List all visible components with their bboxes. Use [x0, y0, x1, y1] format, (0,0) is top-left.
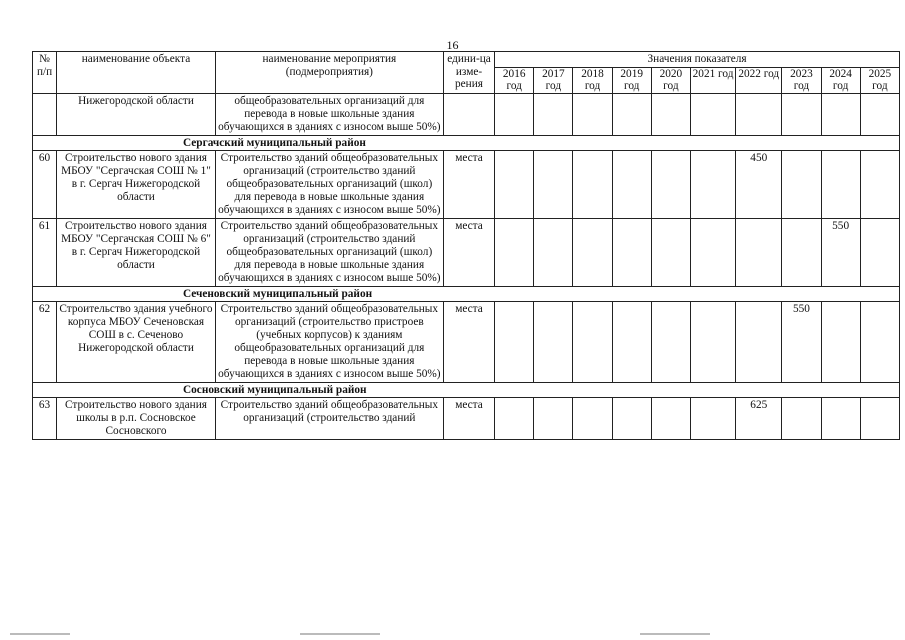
section-row [33, 382, 900, 397]
year-header: 2019 год [612, 67, 651, 93]
scan-artifact [10, 633, 70, 635]
value-cell [821, 301, 860, 382]
value-cell: 450 [736, 150, 782, 218]
row-num: 62 [33, 301, 57, 382]
value-cell [736, 301, 782, 382]
year-header: 2022 год [736, 67, 782, 93]
header-object: наименование объекта [57, 52, 216, 94]
value-cell: 625 [736, 397, 782, 439]
row-object: Нижегородской области [57, 93, 216, 135]
row-num: 60 [33, 150, 57, 218]
value-cell [690, 93, 735, 135]
table-row [33, 150, 900, 218]
value-cell [736, 218, 782, 286]
table-row [33, 397, 900, 439]
value-cell [651, 397, 690, 439]
row-event: Строительство зданий общеобразовательных организаций (строительство пристроев (учебных корпусов) к зданиям общеобразовательных организаций для перевода в новые школьные здания обучающихся в зданиях с износом выше 50%) [215, 301, 443, 382]
year-header: 2016 год [495, 67, 534, 93]
value-cell [651, 218, 690, 286]
value-cell [534, 93, 573, 135]
page-number: 16 [446, 38, 459, 52]
row-unit: места [443, 397, 494, 439]
value-cell [495, 150, 534, 218]
value-cell [651, 93, 690, 135]
scan-artifact [640, 633, 710, 635]
row-object: Строительство здания учебного корпуса МБОУ Сеченовская СОШ в с. Сеченово Нижегородской области [57, 301, 216, 382]
page-cutoff [0, 594, 905, 640]
value-cell [573, 397, 612, 439]
section-row [33, 135, 900, 150]
value-cell [690, 150, 735, 218]
value-cell [573, 301, 612, 382]
value-cell [690, 301, 735, 382]
header-num: № п/п [33, 52, 57, 94]
value-cell [495, 301, 534, 382]
year-header: 2018 год [573, 67, 612, 93]
value-cell [651, 150, 690, 218]
header-unit: едини-ца изме-рения [443, 52, 494, 94]
value-cell [612, 150, 651, 218]
indicator-table [32, 51, 900, 440]
value-cell [495, 218, 534, 286]
value-cell [612, 93, 651, 135]
scan-artifact [300, 633, 380, 635]
value-cell [690, 397, 735, 439]
year-header: 2024 год [821, 67, 860, 93]
year-header: 2017 год [534, 67, 573, 93]
row-unit: места [443, 150, 494, 218]
year-header: 2023 год [782, 67, 821, 93]
section-row [33, 286, 900, 301]
value-cell [573, 93, 612, 135]
value-cell [651, 301, 690, 382]
value-cell [860, 301, 899, 382]
value-cell [782, 150, 821, 218]
table-row [33, 218, 900, 286]
row-num: 61 [33, 218, 57, 286]
value-cell [860, 218, 899, 286]
year-header: 2020 год [651, 67, 690, 93]
value-cell [495, 93, 534, 135]
value-cell [534, 150, 573, 218]
row-object: Строительство нового здания МБОУ "Сергачская СОШ № 1" в г. Сергач Нижегородской области [57, 150, 216, 218]
value-cell [690, 218, 735, 286]
value-cell [534, 397, 573, 439]
section-title: Сосновский муниципальный район [33, 382, 900, 397]
value-cell [821, 397, 860, 439]
row-event: Строительство зданий общеобразовательных организаций (строительство зданий общеобразовательных организаций (школ) для перевода в новые школьные здания обучающихся в зданиях с износом выше 50%) [215, 218, 443, 286]
table-row [33, 301, 900, 382]
value-cell [821, 93, 860, 135]
value-cell [860, 397, 899, 439]
value-cell [495, 397, 534, 439]
value-cell [534, 301, 573, 382]
value-cell [736, 93, 782, 135]
row-object: Строительство нового здания МБОУ "Сергачская СОШ № 6" в г. Сергач Нижегородской области [57, 218, 216, 286]
value-cell [573, 218, 612, 286]
value-cell: 550 [782, 301, 821, 382]
value-cell [534, 218, 573, 286]
value-cell [860, 150, 899, 218]
header-row [33, 52, 900, 68]
value-cell [573, 150, 612, 218]
row-unit: места [443, 301, 494, 382]
year-header: 2021 год [690, 67, 735, 93]
row-num [33, 93, 57, 135]
row-event: Строительство зданий общеобразовательных организаций (строительство зданий [215, 397, 443, 439]
row-object: Строительство нового здания школы в р.п. Сосновское Сосновского [57, 397, 216, 439]
header-event: наименование мероприятия (подмероприятия) [215, 52, 443, 94]
value-cell [612, 397, 651, 439]
value-cell [612, 301, 651, 382]
value-cell: 550 [821, 218, 860, 286]
value-cell [860, 93, 899, 135]
value-cell [782, 218, 821, 286]
value-cell [821, 150, 860, 218]
value-cell [782, 93, 821, 135]
value-cell [612, 218, 651, 286]
section-title: Сергачский муниципальный район [33, 135, 900, 150]
year-header: 2025 год [860, 67, 899, 93]
value-cell [782, 397, 821, 439]
row-event: общеобразовательных организаций для перевода в новые школьные здания обучающихся в зданиях с износом выше 50%) [215, 93, 443, 135]
row-unit [443, 93, 494, 135]
section-title: Сеченовский муниципальный район [33, 286, 900, 301]
row-num: 63 [33, 397, 57, 439]
header-values: Значения показателя [495, 52, 900, 68]
table-row [33, 93, 900, 135]
row-unit: места [443, 218, 494, 286]
row-event: Строительство зданий общеобразовательных организаций (строительство зданий общеобразовательных организаций (школ) для перевода в новые школьные здания обучающихся в зданиях с износом выше 50%) [215, 150, 443, 218]
